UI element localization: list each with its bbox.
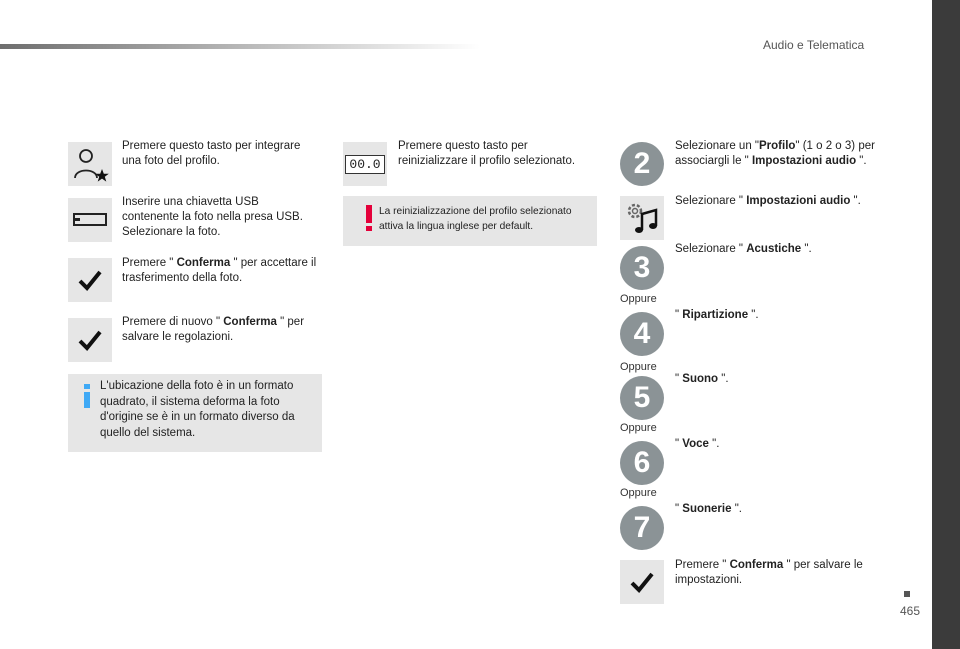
reset-profile-text: Premere questo tasto per reinizializzare il profilo selezionato.: [398, 140, 576, 167]
info-note-text: L'ubicazione della foto è in un formato quadrato, il sistema deforma la foto d'origine se è in un formato diverso da quello del sistema.: [100, 380, 295, 439]
page-edge-bar: [932, 0, 960, 649]
confirm-settings-text: Premere " Conferma " per salvare le impostazioni.: [675, 559, 863, 586]
warning-note-text: La reinizializzazione del profilo selezionato attiva la lingua inglese per default.: [379, 206, 572, 232]
checkmark-icon: [68, 258, 112, 302]
info-note: [68, 374, 322, 452]
warning-note: [343, 196, 597, 246]
distribution-text: " Ripartizione ".: [675, 309, 759, 321]
header-gradient-bar: [0, 44, 480, 49]
step-number-6: 6: [620, 441, 664, 485]
usb-stick-icon: [68, 198, 112, 242]
step-number-5: 5: [620, 376, 664, 420]
page-marker: [904, 591, 910, 597]
reset-counter-label: 00.0: [345, 155, 384, 174]
checkmark-icon: [620, 560, 664, 604]
voice-text: " Voce ".: [675, 438, 720, 450]
page-number: 465: [900, 604, 921, 618]
checkmark-icon: [68, 318, 112, 362]
oppure-label: Oppure: [620, 293, 657, 305]
oppure-label: Oppure: [620, 361, 657, 373]
select-profile-text: Selezionare un "Profilo" (1 o 2 o 3) per associargli le " Impostazioni audio ".: [675, 140, 875, 167]
confirm-save-text: Premere di nuovo " Conferma " per salvare le regolazioni.: [122, 316, 305, 343]
oppure-label: Oppure: [620, 422, 657, 434]
profile-star-icon: [68, 142, 112, 186]
sound-text: " Suono ".: [675, 373, 729, 385]
confirm-transfer-text: Premere " Conferma " per accettare il trasferimento della foto.: [122, 257, 317, 284]
select-audio-settings-text: Selezionare " Impostazioni audio ".: [675, 195, 861, 207]
select-acoustics-text: Selezionare " Acustiche ".: [675, 243, 812, 255]
step-number-3: 3: [620, 246, 664, 290]
warning-icon: [366, 205, 372, 231]
ringtones-text: " Suonerie ".: [675, 503, 742, 515]
info-icon: [82, 384, 92, 408]
oppure-label: Oppure: [620, 487, 657, 499]
section-title: Audio e Telematica: [763, 38, 865, 52]
step-number-2: 2: [620, 142, 664, 186]
step-number-7: 7: [620, 506, 664, 550]
profile-photo-text: Premere questo tasto per integrare una foto del profilo.: [122, 140, 301, 167]
reset-profile-icon: [343, 142, 387, 186]
step-number-4: 4: [620, 312, 664, 356]
usb-insert-text: Inserire una chiavetta USB contenente la foto nella presa USB. Selezionare la foto.: [122, 196, 303, 238]
gear-music-icon: [620, 196, 664, 240]
